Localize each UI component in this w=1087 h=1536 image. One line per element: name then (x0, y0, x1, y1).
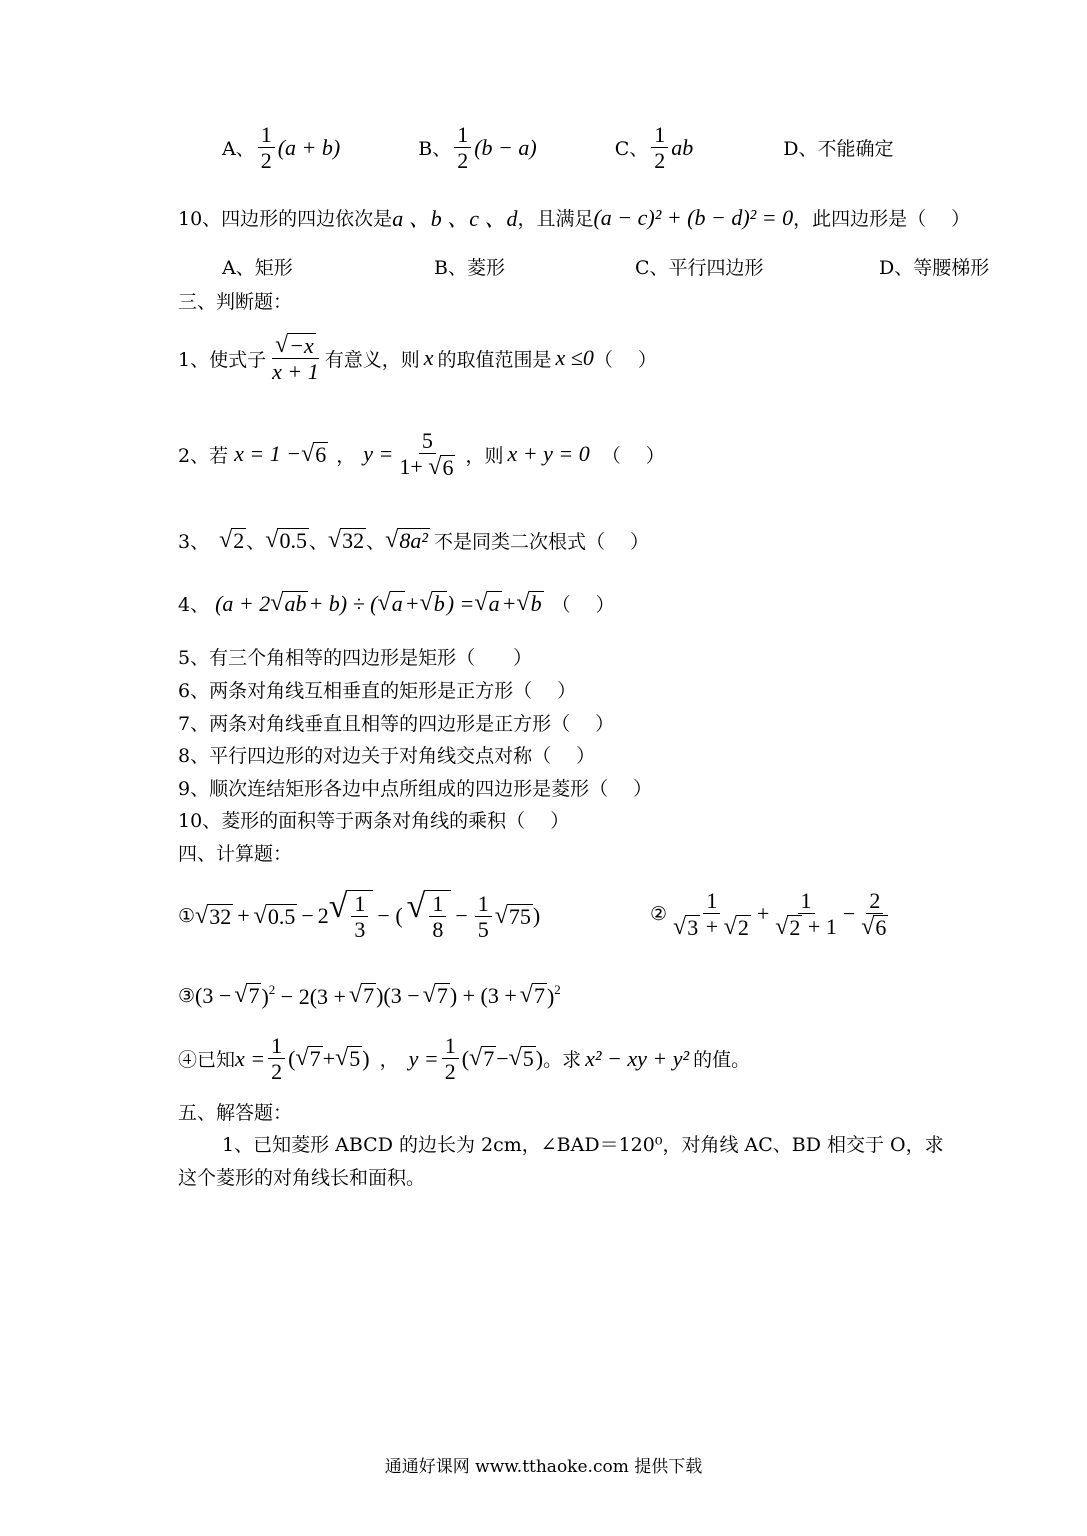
option-c-label: C、 (614, 138, 649, 161)
judge-q2-mid: ，则 (465, 444, 504, 467)
judge-q2 (178, 428, 665, 480)
judge-q1-cond: x ≤0 (555, 345, 594, 371)
calc-p1-frac-root2: √ $\frac{1}{8}$ (407, 890, 452, 943)
section3-title: 三、判断题： (178, 291, 293, 313)
q10-options (222, 253, 989, 280)
q10-tail: ，此四边形是（ ） (793, 208, 971, 230)
q10-vars: a 、b 、c 、d (392, 206, 518, 231)
option-a-expr: (a + b) (277, 134, 341, 160)
option-b-half: $\frac{1}{2}$ (454, 122, 471, 174)
calc-p4-expr: x² − xy + y² (585, 1045, 690, 1071)
judge-q4-prefix: 4、 (178, 594, 210, 616)
judge-q4-ra2: √ a (474, 589, 500, 616)
judge-q4-plus1: + (404, 590, 420, 616)
option-a-label: A、 (222, 138, 255, 161)
judge-q3 (178, 527, 649, 554)
judge-q3-r2: √ 0.5 (265, 526, 307, 553)
judge-q2-eq3: x + y = 0 (507, 441, 590, 467)
calc-p4-label: ④已知 (178, 1049, 236, 1072)
calc-p4-tail: 的值。 (693, 1049, 751, 1072)
judge-q3-prefix: 3、 (178, 531, 210, 553)
calc-p4: ④已知 x = $\frac{1}{2}$ ( √ 7 + √ 5 ) ， y = $\frac{1}{2}$ ( √ 7 − √ 5 ) 。求 x² − xy + y² 的值。 (178, 1033, 751, 1085)
judge-q3-r4: √ 8a² (385, 526, 428, 553)
q10-prefix: 10、四边形的四边依次是 (178, 208, 393, 230)
option-d-label: D、不能确定 (783, 138, 894, 161)
judge-q2-eq1: x = 1 − (234, 441, 302, 467)
judge-q2-sep: ， (336, 444, 356, 467)
q10-option-c: C、平行四边形 (635, 257, 764, 279)
calc-p4-half2: $\frac{1}{2}$ (442, 1033, 459, 1085)
calc-p1-frac-root: √ $\frac{1}{3}$ (329, 890, 374, 943)
judge-q4-tail: （ ） (551, 594, 615, 616)
option-b-expr: (b − a) (474, 134, 537, 160)
judge-q2-eq2: y = (363, 441, 394, 467)
calc-p1-fifth: $\frac{1}{5}$ (475, 891, 492, 943)
calc-p2-frac1: 1 √ 3 + √ 2 (673, 888, 749, 941)
calc-p3: ③ (3 − √ 7 )$^2$ − 2(3 + √ 7 )(3 − √ 7 ) + (3 + √ 7 )$^2$ (178, 982, 561, 1009)
judge-q4-end: ) = (446, 590, 475, 616)
judge-q2-rad1: √ 6 (301, 440, 327, 467)
calc-p2-frac2: 1 √ 2 + 1 (775, 888, 837, 941)
calc-p4-half1: $\frac{1}{2}$ (268, 1033, 285, 1085)
judge-q3-tail: 不是同类二次根式（ ） (433, 531, 649, 553)
calc-p2: ② 1 √ 3 + √ 2 + 1 √ 2 + 1 − 2 √ 6 (650, 888, 894, 940)
section4-title: 四、计算题： (178, 843, 293, 865)
judge-q2-fraction: 5 1+ √ 6 (399, 428, 454, 481)
option-a-half: $\frac{1}{2}$ (258, 122, 275, 174)
judge-q1 (178, 332, 657, 384)
footer: 通通好课网 www.tthaoke.com 提供下载 (384, 1457, 703, 1477)
judge-q4-mid: + b) ÷ ( (308, 590, 378, 616)
judge-q4-rb: √ b (419, 589, 445, 616)
judge-q3-r1: √ 2 (219, 526, 245, 553)
section5-title: 五、解答题： (178, 1102, 293, 1124)
q10-option-b: B、菱形 (434, 257, 505, 279)
judge-q2-prefix: 2、若 (178, 444, 229, 467)
judge-q1-mid2: 的取值范围是 (437, 348, 552, 371)
judge-q4-rb2: √ b (516, 589, 542, 616)
option-c-half: $\frac{1}{2}$ (651, 122, 668, 174)
calc-p1: ① √ 32 + √ 0.5 − 2 √ $\frac{1}{3}$ − ( √ $\frac{1}{8}$ − $\frac{1}{5}$ √ 75 ) (178, 888, 541, 943)
calc-p2-frac3: 2 √ 6 (861, 888, 887, 941)
calc-p2-label: ② (650, 903, 668, 926)
judge-q10: 10、菱形的面积等于两条对角线的乘积（ ） (178, 810, 570, 832)
judge-q2-tail: （ ） (601, 444, 665, 467)
option-c-expr: ab (671, 134, 694, 160)
judge-q4-plus2: + (501, 590, 517, 616)
calc-p1-r32: √ 32 (195, 902, 232, 929)
q10-stem (178, 202, 970, 233)
option-b-label: B、 (418, 138, 452, 161)
judge-q1-tail: （ ） (593, 348, 657, 371)
calc-p4-y: y = (408, 1045, 439, 1071)
calc-p1-coef: 2 (317, 903, 329, 929)
calc-p4-x: x = (235, 1045, 266, 1071)
judge-q8: 8、平行四边形的对边关于对角线交点对称（ ） (178, 745, 596, 767)
judge-q1-fraction: √ −x x + 1 (272, 332, 319, 385)
judge-q4-rab: √ ab (270, 589, 307, 616)
judge-q6: 6、两条对角线互相垂直的矩形是正方形（ ） (178, 680, 577, 702)
q10-middle: ，且满足 (517, 208, 594, 230)
judge-q4 (178, 590, 615, 617)
q10-option-a: A、矩形 (222, 257, 293, 279)
judge-q3-r3: √ 32 (327, 526, 365, 553)
calc-p1-r75: √ 75 (494, 902, 531, 929)
judge-q3-sep3: 、 (366, 531, 386, 553)
calc-p1-r05: √ 0.5 (253, 902, 296, 929)
q9-options (222, 122, 893, 174)
judge-q1-mid: 有意义，则 (324, 348, 420, 371)
judge-q1-var: x (423, 345, 434, 371)
calc-p4-tail-pre: 。求 (543, 1049, 582, 1072)
q10-option-d: D、等腰梯形 (879, 257, 990, 279)
calc-p1-label: ① (178, 905, 196, 928)
calc-p3-label: ③ (178, 985, 196, 1007)
judge-q7: 7、两条对角线垂直且相等的四边形是正方形（ ） (178, 713, 615, 735)
judge-q4-ra: √ a (377, 589, 403, 616)
answer-q1-line2: 这个菱形的对角线长和面积。 (178, 1167, 426, 1189)
q10-equation: (a − c)² + (b − d)² = 0 (593, 204, 794, 230)
answer-q1-line1: 1、已知菱形 ABCD 的边长为 2cm，∠BAD＝120⁰，对角线 AC、BD 相交于 O，求 (222, 1134, 944, 1156)
judge-q3-sep2: 、 (308, 531, 328, 553)
judge-q5: 5、有三个角相等的四边形是矩形（ ） (178, 647, 533, 669)
judge-q1-prefix: 1、使式子 (178, 348, 267, 371)
judge-q9: 9、顺次连结矩形各边中点所组成的四边形是菱形（ ） (178, 778, 653, 800)
judge-q3-sep1: 、 (246, 531, 266, 553)
judge-q4-pre: (a + 2 (215, 590, 271, 616)
